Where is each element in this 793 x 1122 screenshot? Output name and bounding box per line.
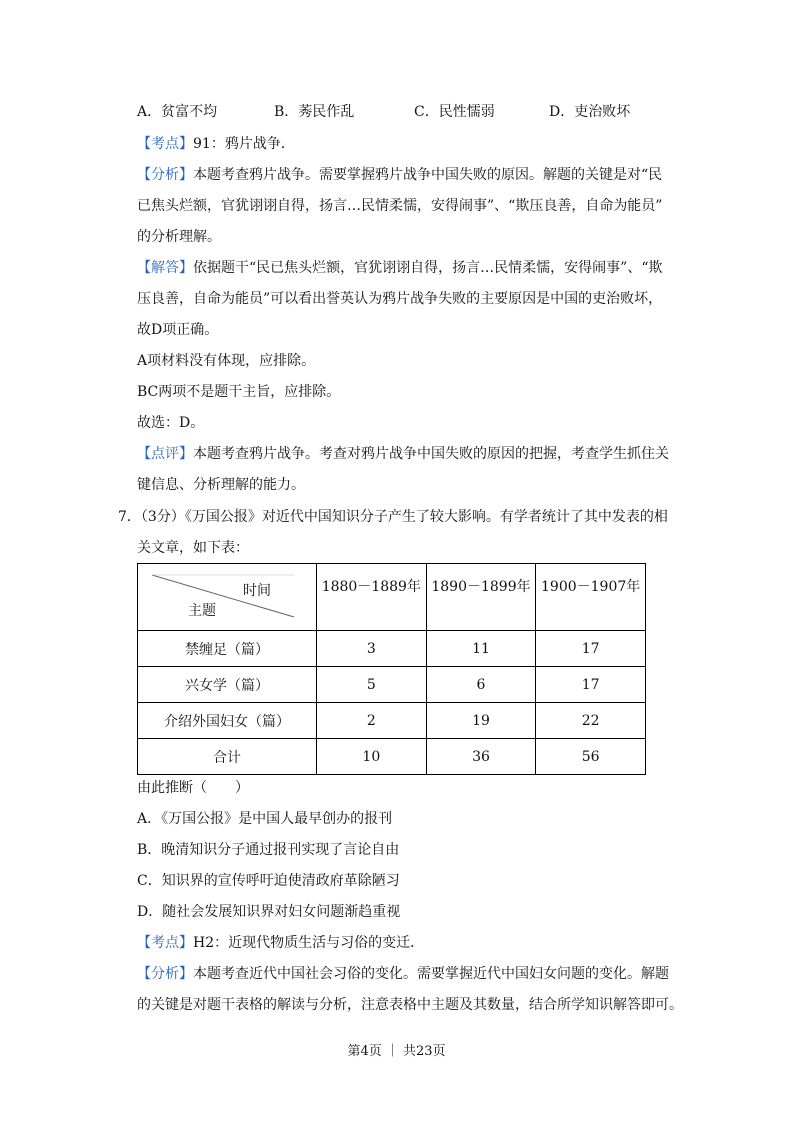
table-header-row bbox=[138, 564, 646, 631]
kaodian-tag: 【考点】 bbox=[137, 935, 193, 951]
q7-prompt: 由此推断（ ） bbox=[137, 780, 249, 796]
q6-jieda-line-4: A项材料没有体现，应排除。 bbox=[137, 353, 316, 369]
table-cell: 17 bbox=[536, 631, 646, 667]
q6-jieda-line-6: 故选：D。 bbox=[137, 415, 205, 431]
q6-jieda-line-3: 故D项正确。 bbox=[137, 322, 219, 338]
column-header: 1890－1899年 bbox=[426, 564, 536, 631]
table-cell: 3 bbox=[317, 631, 427, 667]
q6-jieda-line-1: 【解答】依据题干“民已焦头烂额，官犹诩诩自得，扬言…民情柔懦，安得闹事”、“欺 bbox=[137, 260, 663, 276]
q6-kaodian: 【考点】91：鸦片战争． bbox=[137, 136, 295, 152]
dianping-tag: 【点评】 bbox=[137, 446, 193, 462]
table-row-total bbox=[138, 739, 646, 775]
q7-fenxi-line-1: 【分析】本题考查近代中国社会习俗的变化。需要掌握近代中国妇女问题的变化。解题 bbox=[137, 966, 669, 982]
q6-option-b: B．莠民作乱 bbox=[274, 104, 355, 120]
q6-option-d: D．吏治败坏 bbox=[549, 104, 631, 120]
row-label: 禁缠足（篇） bbox=[138, 631, 317, 667]
table-corner-cell bbox=[138, 564, 317, 631]
table-cell: 11 bbox=[426, 631, 536, 667]
q6-options bbox=[137, 102, 630, 122]
q7-fenxi-line-2: 的关键是对题干表格的解读与分析，注意表格中主题及其数量，结合所学知识解答即可。 bbox=[137, 997, 683, 1013]
q7-option-c: C．知识界的宣传呼吁迫使清政府革除陋习 bbox=[137, 873, 400, 889]
table-cell: 56 bbox=[536, 739, 646, 775]
q6-fenxi-line-3: 的分析理解。 bbox=[137, 229, 221, 245]
diagonal-line bbox=[138, 564, 316, 630]
q7-stem-line-1: 7．（3分）《万国公报》对近代中国知识分子产生了较大影响。有学者统计了其中发表的相 bbox=[118, 509, 668, 525]
fenxi-tag: 【分析】 bbox=[137, 167, 193, 183]
q6-option-c: C．民性懦弱 bbox=[414, 104, 495, 120]
q6-option-a: A．贫富不均 bbox=[137, 104, 218, 120]
row-label: 介绍外国妇女（篇） bbox=[138, 703, 317, 739]
q6-dianping-line-2: 键信息、分析理解的能力。 bbox=[137, 477, 305, 493]
table-cell: 2 bbox=[317, 703, 427, 739]
table-cell: 36 bbox=[426, 739, 536, 775]
row-label: 兴女学（篇） bbox=[138, 667, 317, 703]
column-header: 1880－1889年 bbox=[317, 564, 427, 631]
table-row bbox=[138, 667, 646, 703]
q6-dianping-line-1: 【点评】本题考查鸦片战争。考查对鸦片战争中国失败的原因的把握，考查学生抓住关 bbox=[137, 446, 669, 462]
page-footer: 第4页 ｜ 共23页 bbox=[347, 1044, 446, 1059]
q6-fenxi-line-2: 已焦头烂额，官犹诩诩自得，扬言…民情柔懦，安得闹事”、“欺压良善，自命为能员” bbox=[137, 198, 663, 214]
table-cell: 22 bbox=[536, 703, 646, 739]
q7-stem-line-2: 关文章，如下表： bbox=[137, 540, 249, 556]
kaodian-tag: 【考点】 bbox=[137, 136, 193, 152]
q7-option-a: A．《万国公报》是中国人最早创办的报刊 bbox=[137, 811, 393, 827]
q7-kaodian: 【考点】H2：近现代物质生活与习俗的变迁． bbox=[137, 935, 425, 951]
table-row bbox=[138, 631, 646, 667]
q7-option-d: D．随社会发展知识界对妇女问题渐趋重视 bbox=[137, 904, 401, 920]
q7-data-table bbox=[137, 563, 646, 775]
table-cell: 17 bbox=[536, 667, 646, 703]
q7-number: 7． bbox=[118, 509, 141, 525]
q6-jieda-line-2: 压良善，自命为能员”可以看出誉英认为鸦片战争失败的主要原因是中国的吏治败坏， bbox=[137, 291, 663, 307]
corner-topic-label: 主题 bbox=[188, 603, 216, 619]
column-header: 1900－1907年 bbox=[536, 564, 646, 631]
q6-fenxi-line-1: 【分析】本题考查鸦片战争。需要掌握鸦片战争中国失败的原因。解题的关键是对“民 bbox=[137, 167, 663, 183]
fenxi-tag: 【分析】 bbox=[137, 966, 193, 982]
table-cell: 5 bbox=[317, 667, 427, 703]
corner-time-label: 时间 bbox=[243, 583, 271, 599]
table-row bbox=[138, 703, 646, 739]
table-cell: 19 bbox=[426, 703, 536, 739]
row-label: 合计 bbox=[138, 739, 317, 775]
q6-jieda-line-5: BC两项不是题干主旨，应排除。 bbox=[137, 384, 341, 400]
q7-option-b: B．晚清知识分子通过报刊实现了言论自由 bbox=[137, 842, 400, 858]
table-cell: 6 bbox=[426, 667, 536, 703]
table-cell: 10 bbox=[317, 739, 427, 775]
jieda-tag: 【解答】 bbox=[137, 260, 193, 276]
